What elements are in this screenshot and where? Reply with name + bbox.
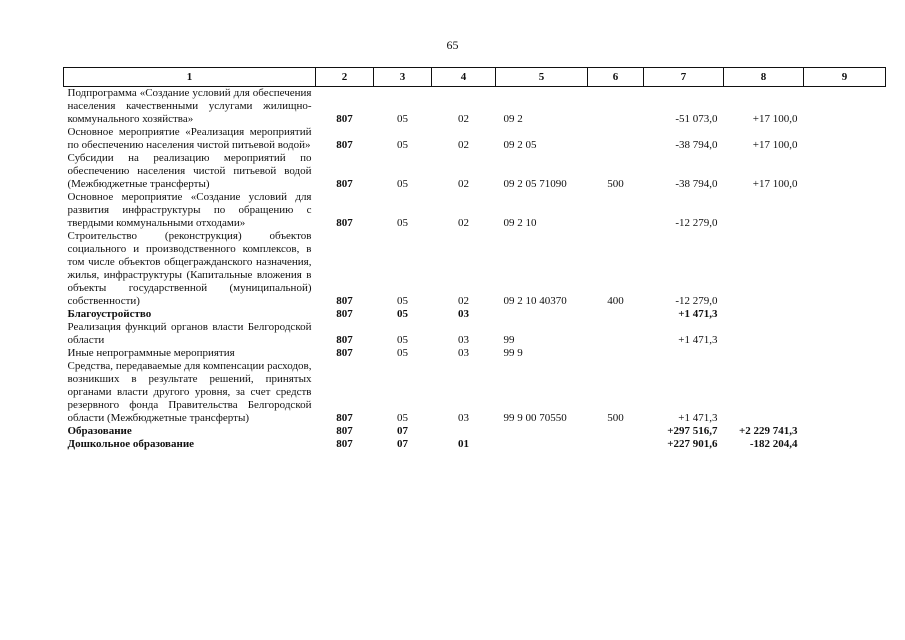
row-expense-type [588,425,644,438]
row-subsection: 02 [458,113,469,125]
header-col-3: 3 [374,68,432,87]
header-col-2: 2 [316,68,374,87]
row-expense-type [588,191,644,230]
header-col-1: 1 [64,68,316,87]
header-col-5: 5 [496,68,588,87]
row-expense-type: 500 [607,178,624,190]
row-amount-col8: +17 100,0 [752,178,798,190]
row-ved: 807 [336,347,353,359]
row-section: 07 [397,438,408,450]
row-ved: 807 [336,308,353,320]
header-row [64,68,886,87]
row-amount-col9 [804,230,886,308]
row-target-article: 09 2 [503,113,523,125]
row-section: 05 [397,412,408,424]
row-amount-col9 [804,438,886,451]
row-expense-type [588,308,644,321]
table-row [64,152,886,191]
row-ved: 807 [336,178,353,190]
row-amount-col7: -38 794,0 [675,139,718,151]
row-ved: 807 [336,139,353,151]
row-amount-col8 [724,191,804,230]
row-subsection: 02 [458,295,469,307]
row-amount-col7: -38 794,0 [675,178,718,190]
row-amount-col7: -12 279,0 [675,295,718,307]
table-row [64,87,886,127]
row-ved: 807 [336,412,353,424]
row-section: 05 [397,334,408,346]
table-row [64,438,886,451]
row-amount-col7: +1 471,3 [678,308,718,320]
row-section: 05 [397,217,408,229]
row-amount-col8 [724,347,804,360]
row-section: 05 [397,347,408,359]
row-subsection: 01 [458,438,469,450]
row-amount-col7: +297 516,7 [667,425,718,437]
page-number: 65 [446,38,459,52]
row-target-article: 09 2 10 40370 [503,295,567,307]
row-section: 05 [397,295,408,307]
row-amount-col9 [804,425,886,438]
row-name: Реализация функций органов власти Белгородской области [67,321,312,346]
row-amount-col9 [804,360,886,425]
row-amount-col9 [804,87,886,127]
row-expense-type [588,87,644,127]
row-subsection: 02 [458,217,469,229]
row-expense-type [588,438,644,451]
row-expense-type [588,321,644,347]
header-col-4: 4 [432,68,496,87]
row-subsection: 03 [458,308,469,320]
row-ved: 807 [336,425,353,437]
row-target-article: 09 2 10 [503,217,537,229]
row-amount-col7 [644,347,724,360]
row-name: Благоустройство [67,308,152,320]
row-target-article [496,308,588,321]
row-amount-col9 [804,321,886,347]
row-expense-type: 400 [607,295,624,307]
row-amount-col7: +1 471,3 [678,334,718,346]
row-amount-col8: +2 229 741,3 [738,425,798,437]
row-section: 07 [397,425,408,437]
row-amount-col8: +17 100,0 [752,113,798,125]
row-ved: 807 [336,113,353,125]
row-amount-col8 [724,321,804,347]
row-section: 05 [397,113,408,125]
row-amount-col9 [804,126,886,152]
row-subsection: 02 [458,178,469,190]
row-section: 05 [397,139,408,151]
row-name: Строительство (реконструкция) объектов социального и производственного комплексов, в том числе объектов общегражданского назначения, жилья, инфраструктуры (Капитальные вложения в объекты государственной (муниципальной) собственности) [67,230,312,307]
row-target-article: 09 2 05 71090 [503,178,567,190]
header-col-6: 6 [588,68,644,87]
row-amount-col8 [724,360,804,425]
row-name: Субсидии на реализацию мероприятий по обеспечению населения чистой питьевой водой (Межбюджетные трансферты) [67,152,312,190]
row-amount-col9 [804,308,886,321]
row-target-article [496,425,588,438]
row-name: Основное мероприятие «Создание условий для развития инфраструктуры по обращению с твердыми коммунальными отходами» [67,191,312,229]
row-target-article: 09 2 05 [503,139,537,151]
row-ved: 807 [336,334,353,346]
row-amount-col7: +227 901,6 [667,438,718,450]
row-amount-col7: -51 073,0 [675,113,718,125]
header-col-9: 9 [804,68,886,87]
row-ved: 807 [336,438,353,450]
row-amount-col7: +1 471,3 [678,412,718,424]
row-target-article: 99 [503,334,515,346]
row-expense-type [588,126,644,152]
row-ved: 807 [336,295,353,307]
table-row [64,126,886,152]
table-row [64,360,886,425]
row-name: Иные непрограммные мероприятия [67,347,235,359]
row-subsection [432,425,496,438]
row-amount-col8: +17 100,0 [752,139,798,151]
row-name: Дошкольное образование [67,438,195,450]
budget-table [63,67,886,451]
row-section: 05 [397,178,408,190]
table-row [64,321,886,347]
row-amount-col9 [804,152,886,191]
row-name: Основное мероприятие «Реализация мероприятий по обеспечению населения чистой питьевой водой» [67,126,312,151]
row-name: Образование [67,425,132,437]
table-row [64,191,886,230]
row-expense-type [588,347,644,360]
row-name: Подпрограмма «Создание условий для обеспечения населения качественными услугами жилищно-коммунального хозяйства» [67,87,312,125]
table-row [64,230,886,308]
row-expense-type: 500 [607,412,624,424]
table-row [64,308,886,321]
row-subsection: 03 [458,347,469,359]
row-name: Средства, передаваемые для компенсации расходов, возникших в результате решений, принятых органами власти другого уровня, за счет средств резервного фонда Правительства Белгородской области (Межбюджетные трансферты) [67,360,312,424]
row-target-article: 99 9 00 70550 [503,412,567,424]
row-amount-col7: -12 279,0 [675,217,718,229]
row-subsection: 02 [458,139,469,151]
row-amount-col8: -182 204,4 [749,438,798,450]
row-amount-col9 [804,347,886,360]
table-row [64,425,886,438]
row-ved: 807 [336,217,353,229]
header-col-7: 7 [644,68,724,87]
row-amount-col8 [724,230,804,308]
row-amount-col9 [804,191,886,230]
row-target-article: 99 9 [503,347,523,359]
table-row [64,347,886,360]
row-subsection: 03 [458,334,469,346]
row-target-article [496,438,588,451]
row-amount-col8 [724,308,804,321]
row-section: 05 [397,308,408,320]
row-subsection: 03 [458,412,469,424]
header-col-8: 8 [724,68,804,87]
